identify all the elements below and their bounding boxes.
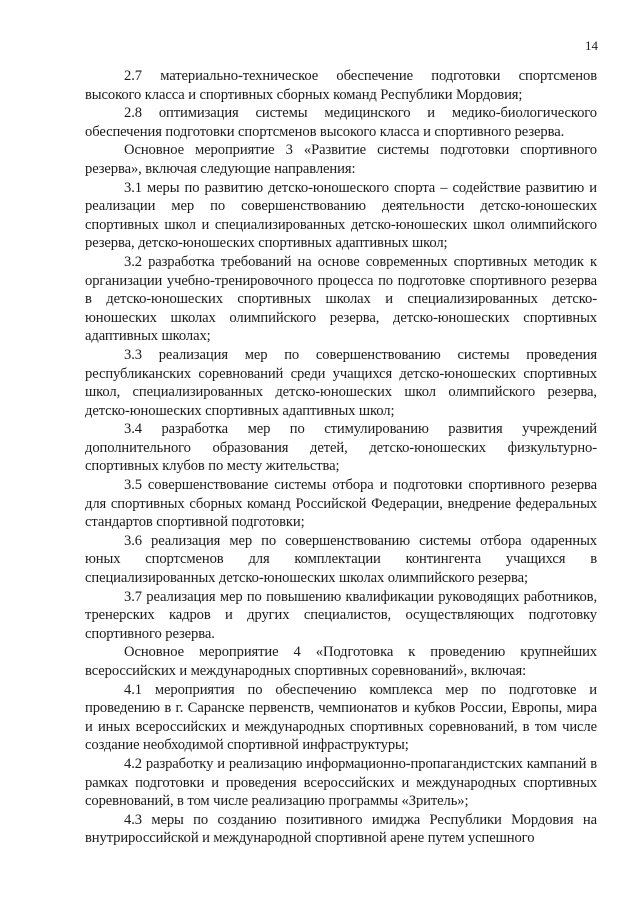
paragraph-3-1: 3.1 меры по развитию детско-юношеского спорта – содействие развитию и реализации мер по совершенствованию деятельности детско-юношеских спортивных школ и специализированных детско-юношеских школ олимпийского резерва, детско-юношеских спортивных адаптивных школ; [85, 179, 597, 252]
document-body [85, 67, 597, 848]
paragraph-3-2: 3.2 разработка требований на основе современных спортивных методик к организации учебно-тренировочного процесса по подготовке спортивного резерва в детско-юношеских спортивных школах и специализированных детско-юношеских школах олимпийского резерва, детско-юношеских спортивных адаптивных школах; [85, 253, 597, 345]
paragraph-3-6: 3.6 реализация мер по совершенствованию системы отбора одаренных юных спортсменов для комплектации контингента учащихся в специализированных детско-юношеских школах олимпийского резерва; [85, 532, 597, 587]
paragraph-3-5: 3.5 совершенствование системы отбора и подготовки спортивного резерва для спортивных сборных команд Российской Федерации, внедрение федеральных стандартов спортивной подготовки; [85, 477, 597, 531]
paragraph-4-3: 4.3 меры по созданию позитивного имиджа Республики Мордовия на внутрироссийской и международной спортивной арене путем успешного [85, 811, 597, 847]
paragraph-3-3: 3.3 реализация мер по совершенствованию системы проведения республиканских соревнований среди учащихся детско-юношеских спортивных школ, специализированных детско-юношеских школ олимпийского резерва, детско-юношеских спортивных адаптивных школ; [85, 346, 597, 419]
paragraph-3-4: 3.4 разработка мер по стимулированию развития учреждений дополнительного образования детей, детско-юношеских физкультурно-спортивных клубов по месту жительства; [85, 421, 597, 475]
paragraph-main-event-3: Основное мероприятие 3 «Развитие системы подготовки спортивного резерва», включая следующие направления: [85, 142, 597, 177]
paragraph-4-2: 4.2 разработку и реализацию информационно-пропагандистских кампаний в рамках подготовки и проведения всероссийских и международных спортивных соревнований, в том числе реализацию программы «Зритель»; [85, 755, 597, 810]
paragraph-3-7: 3.7 реализация мер по повышению квалификации руководящих работников, тренерских кадров и других специалистов, осуществляющих подготовку спортивного резерва. [85, 588, 597, 642]
paragraph-2-8: 2.8 оптимизация системы медицинского и медико-биологического обеспечения подготовки спортсменов высокого класса и спортивного резерва. [85, 105, 597, 140]
paragraph-4-1: 4.1 мероприятия по обеспечению комплекса мер по подготовке и проведению в г. Саранске первенств, чемпионатов и кубков России, Европы, мира и иных всероссийских и международных спортивных соревнований, в том числе создание необходимой спортивной инфраструктуры; [85, 681, 597, 754]
paragraph-2-7: 2.7 материально-техническое обеспечение подготовки спортсменов высокого класса и спортивных сборных команд Республики Мордовия; [85, 68, 597, 103]
page-number: 14 [585, 38, 598, 53]
paragraph-main-event-4: Основное мероприятие 4 «Подготовка к проведению крупнейших всероссийских и международных спортивных соревнований», включая: [85, 644, 597, 679]
